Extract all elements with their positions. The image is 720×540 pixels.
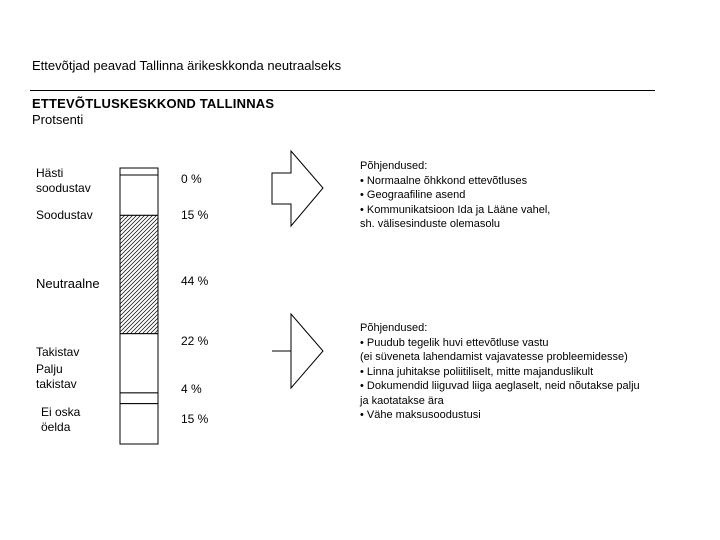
bar-segment-neutraalne <box>120 215 158 333</box>
category-label-soodustav: Soodustav <box>36 208 93 222</box>
chart-subtitle: Protsenti <box>32 112 84 127</box>
category-label-hasti-soodustav: Hästi soodustav <box>36 166 91 195</box>
positive-reason-line: • Geograafiline asend <box>360 189 466 201</box>
negative-reasons <box>360 321 700 423</box>
positive-arrow-shape <box>272 151 323 226</box>
negative-reason-line: • Puudub tegelik huvi ettevõtluse vastu <box>360 336 549 349</box>
value-label-neutraalne: 44 % <box>181 274 209 288</box>
negative-reason-line: (ei süveneta lahendamist vajavatesse probleemidesse) <box>360 351 628 363</box>
positive-reasons <box>360 159 680 232</box>
bar-segment-soodustav <box>120 175 158 215</box>
bar-segment-palju-takistav <box>120 393 158 404</box>
positive-reason-line: sh. välisesinduste olemasolu <box>360 218 501 230</box>
bar-segment-hasti-soodustav <box>120 168 158 175</box>
category-label-ei-oska-oelda: Ei oska öelda <box>41 405 81 434</box>
negative-reason-line: • Vähe maksusoodustusi <box>360 409 481 421</box>
page-title: Ettevõtjad peavad Tallinna ärikeskkonda neutraalseks <box>32 58 342 73</box>
value-label-ei-oska-oelda: 15 % <box>181 412 209 426</box>
category-label-palju-takistav: Palju takistav <box>36 362 77 391</box>
value-label-hasti-soodustav: 0 % <box>181 172 202 186</box>
bar-segment-ei-oska-oelda <box>120 404 158 444</box>
category-label-neutraalne: Neutraalne <box>36 276 100 291</box>
positive-reason-line: • Kommunikatsioon Ida ja Lääne vahel, <box>360 203 551 216</box>
value-label-palju-takistav: 4 % <box>181 382 202 396</box>
negative-reason-line: • Linna juhitakse poliitiliselt, mitte majanduslikult <box>360 365 594 378</box>
bar-segment-takistav <box>120 334 158 393</box>
negative-arrow-shape <box>272 314 323 388</box>
negative-reason-line: • Dokumendid liiguvad liiga aeglaselt, neid nõutakse palju <box>360 380 640 392</box>
value-label-soodustav: 15 % <box>181 208 209 222</box>
positive-reason-line: • Normaalne õhkkond ettevõtluses <box>360 174 528 187</box>
chart-title: ETTEVÕTLUSKESKKOND TALLINNAS <box>32 96 275 111</box>
negative-reasons-heading: Põhjendused: <box>360 322 428 334</box>
bar-segments <box>120 168 158 444</box>
category-label-takistav: Takistav <box>36 345 80 359</box>
negative-reason-line: ja kaotatakse ära <box>360 394 444 407</box>
positive-reasons-heading: Põhjendused: <box>360 160 428 172</box>
value-label-takistav: 22 % <box>181 334 209 348</box>
